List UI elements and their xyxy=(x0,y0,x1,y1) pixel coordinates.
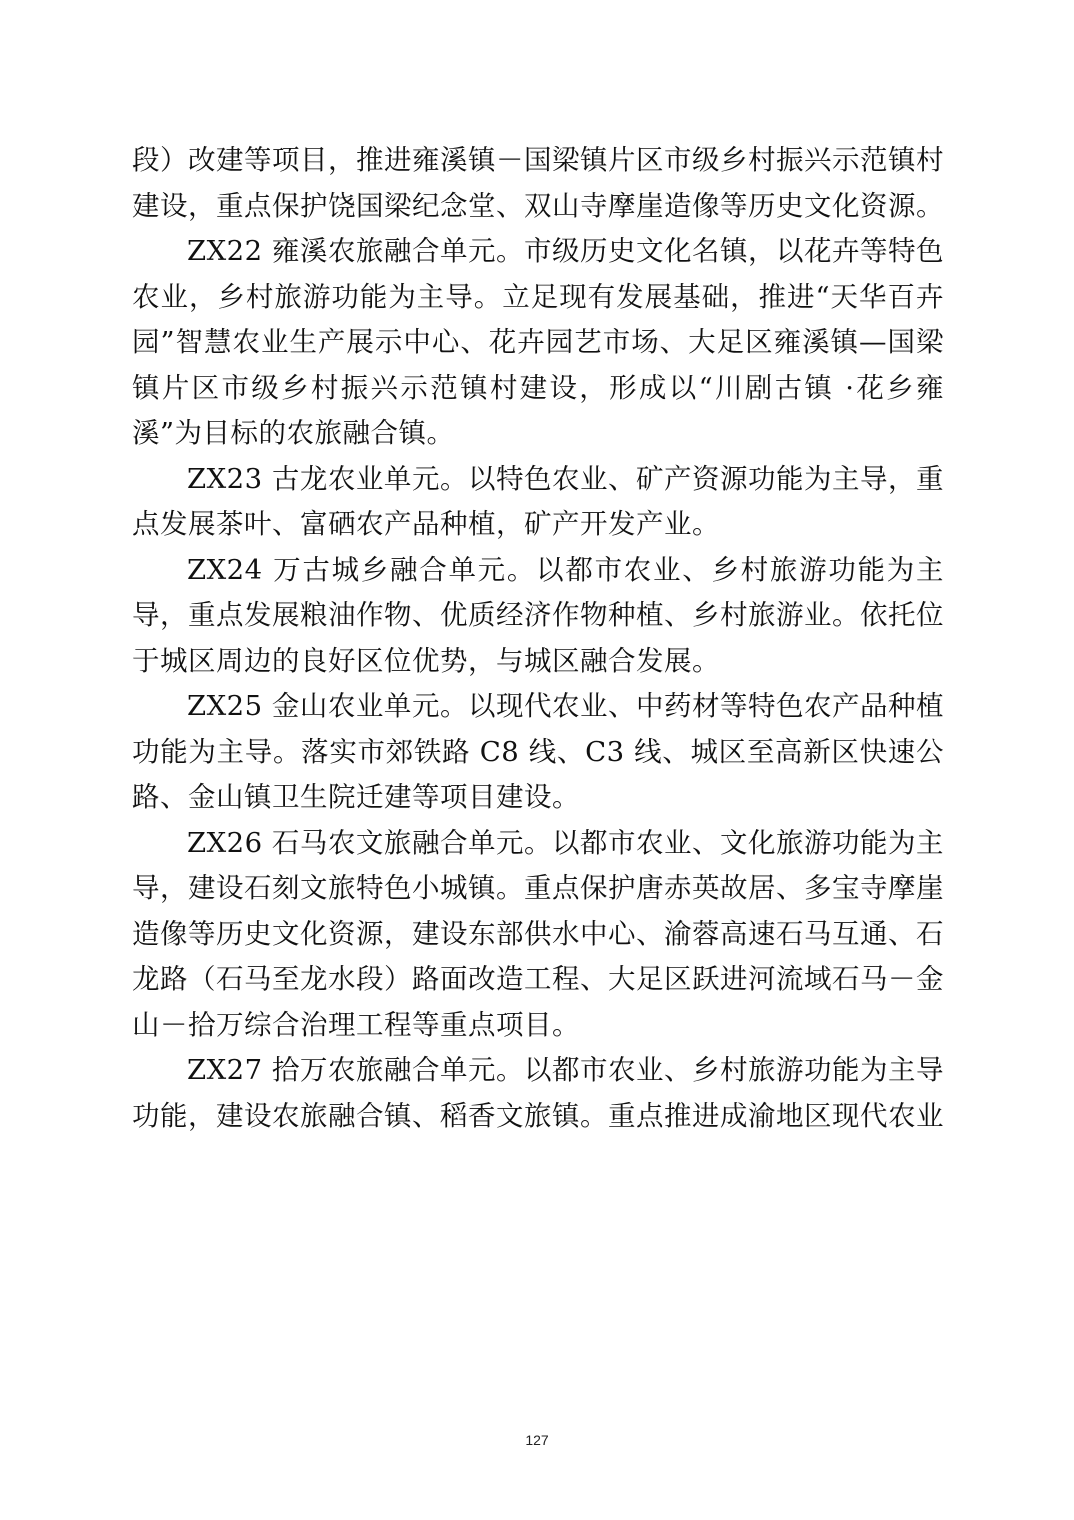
paragraph-zx26: ZX26 石马农文旅融合单元。以都市农业、文化旅游功能为主导，建设石刻文旅特色小城镇。重点保护唐赤英故居、多宝寺摩崖造像等历史文化资源，建设东部供水中心、渝蓉高速石马互通、石龙路（石马至龙水段）路面改造工程、大足区跃进河流域石马－金山－拾万综合治理工程等重点项目。 xyxy=(132,826,944,1041)
paragraph-zx24: ZX24 万古城乡融合单元。以都市农业、乡村旅游功能为主导，重点发展粮油作物、优质经济作物种植、乡村旅游业。依托位于城区周边的良好区位优势，与城区融合发展。 xyxy=(132,553,944,677)
paragraph-zx23: ZX23 古龙农业单元。以特色农业、矿产资源功能为主导，重点发展茶叶、富硒农产品种植，矿产开发产业。 xyxy=(132,462,944,540)
paragraph-zx25: ZX25 金山农业单元。以现代农业、中药材等特色农产品种植功能为主导。落实市郊铁路 C8 线、C3 线、城区至高新区快速公路、金山镇卫生院迁建等项目建设。 xyxy=(132,690,944,813)
body-text xyxy=(132,138,944,1139)
paragraph-zx27: ZX27 拾万农旅融合单元。以都市农业、乡村旅游功能为主导功能，建设农旅融合镇、稻香文旅镇。重点推进成渝地区现代农业 xyxy=(132,1054,944,1132)
paragraph-continuation: 段）改建等项目，推进雍溪镇－国梁镇片区市级乡村振兴示范镇村建设，重点保护饶国梁纪念堂、双山寺摩崖造像等历史文化资源。 xyxy=(132,144,944,222)
paragraph-zx22: ZX22 雍溪农旅融合单元。市级历史文化名镇，以花卉等特色农业，乡村旅游功能为主导。立足现有发展基础，推进“天华百卉园”智慧农业生产展示中心、花卉园艺市场、大足区雍溪镇—国梁镇片区市级乡村振兴示范镇村建设，形成以“川剧古镇 ·花乡雍溪”为目标的农旅融合镇。 xyxy=(132,235,944,449)
page-number: 127 xyxy=(525,1432,549,1448)
